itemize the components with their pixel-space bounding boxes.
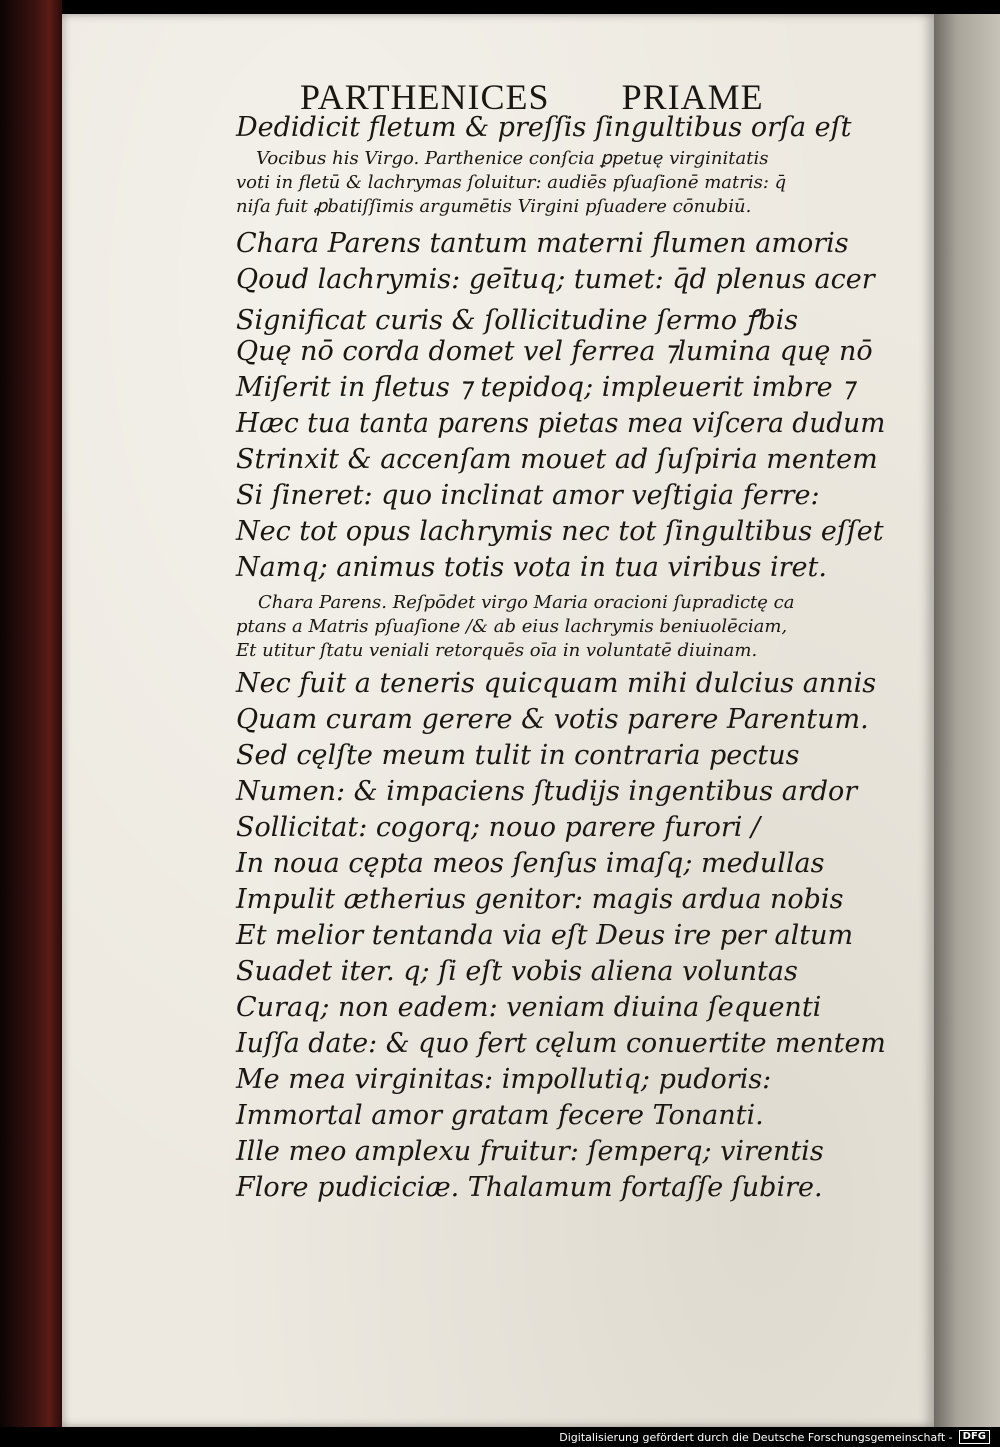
facing-page-edge <box>934 14 1000 1427</box>
verse-line: Quę nō corda domet vel ferrea ⁊lumina quę nō <box>236 336 873 367</box>
verse-line: Si ſineret: quo inclinat amor veſtigia ferre: <box>236 480 820 511</box>
verse-line: Numen: & impaciens ſtudijs ingentibus ardor <box>236 776 858 807</box>
verse-line: Et melior tentanda via eſt Deus ire per altum <box>236 920 854 951</box>
gloss-line: niſa fuit ꝓbatiſſimis argumētis Virgini pſuadere cōnubiū. <box>236 196 752 217</box>
gloss-line: Et utitur ſtatu veniali retorquēs oīa in voluntatē diuinam. <box>236 640 758 661</box>
gloss-line: Chara Parens. Reſpōdet virgo Maria oracioni ſupradictę ca <box>258 592 795 613</box>
verse-line: Sed cęlſte meum tulit in contraria pectus <box>236 740 800 771</box>
verse-line: Flore pudiciciæ. Thalamum fortaſſe ſubire. <box>236 1172 823 1203</box>
verse-line: Immortal amor gratam fecere Tonanti. <box>236 1100 764 1131</box>
verse-line: Qoud lachrymis: geītuq; tumet: q̄d plenus acer <box>236 264 875 295</box>
verse-line: Ille meo amplexu fruitur: ſemperq; virentis <box>236 1136 824 1167</box>
verse-line: Hæc tua tanta parens pietas mea viſcera dudum <box>236 408 886 439</box>
verse-line: Chara Parens tantum materni flumen amoris <box>236 228 849 259</box>
verse-line: Sollicitat: cogorq; nouo parere furori / <box>236 812 761 843</box>
gloss-line: voti in fletū & lachrymas ſoluitur: audiēs pſuaſionē matris: q̄ <box>236 172 787 193</box>
verse-line: Iuſſa date: & quo fert cęlum conuertite mentem <box>236 1028 886 1059</box>
gloss-line: ptans a Matris pſuaſione /& ab eius lachrymis beniuolēciam, <box>236 616 788 637</box>
footer-text: Digitalisierung gefördert durch die Deutsche Forschungsgemeinschaft - <box>559 1430 953 1444</box>
verse-line: Nec tot opus lachrymis nec tot ſingultibus eſſet <box>236 516 884 547</box>
verse-line: Suadet iter. q; ſi eſt vobis aliena voluntas <box>236 956 798 987</box>
verse-line: Me mea virginitas: impollutiq; pudoris: <box>236 1064 772 1095</box>
verse-line: Nec fuit a teneris quicquam mihi dulcius annis <box>236 668 877 699</box>
gloss-line: Vocibus his Virgo. Parthenice conſcia ꝑpetuę virginitatis <box>256 148 769 169</box>
binding-edge <box>0 0 62 1447</box>
running-head-word-2: PRIAME <box>621 77 764 117</box>
verse-line: In noua cępta meos ſenſus imaſq; medullas <box>236 848 825 879</box>
verse-line: Quam curam gerere & votis parere Parentum. <box>236 704 869 735</box>
footer-bar <box>0 1427 1000 1447</box>
dfg-logo: DFG <box>959 1430 990 1444</box>
verse-line: Significat curis & ſollicitudine ſermo ꝭbis <box>236 305 799 336</box>
verse-line: Namq; animus totis vota in tua viribus iret. <box>236 552 827 583</box>
verse-line: Curaq; non eadem: veniam diuina ſequenti <box>236 992 822 1023</box>
verse-line: Impulit ætherius genitor: magis ardua nobis <box>236 884 844 915</box>
verse-line: Strinxit & accenſam mouet ad ſuſpiria mentem <box>236 444 878 475</box>
running-head-word-1: PARTHENICES <box>300 77 550 117</box>
verse-line: Dedidicit fletum & preſſis ſingultibus orſa eſt <box>236 112 852 143</box>
verse-line: Miſerit in fletus ⁊ tepidoq; impleuerit imbre ⁊ <box>236 372 855 403</box>
